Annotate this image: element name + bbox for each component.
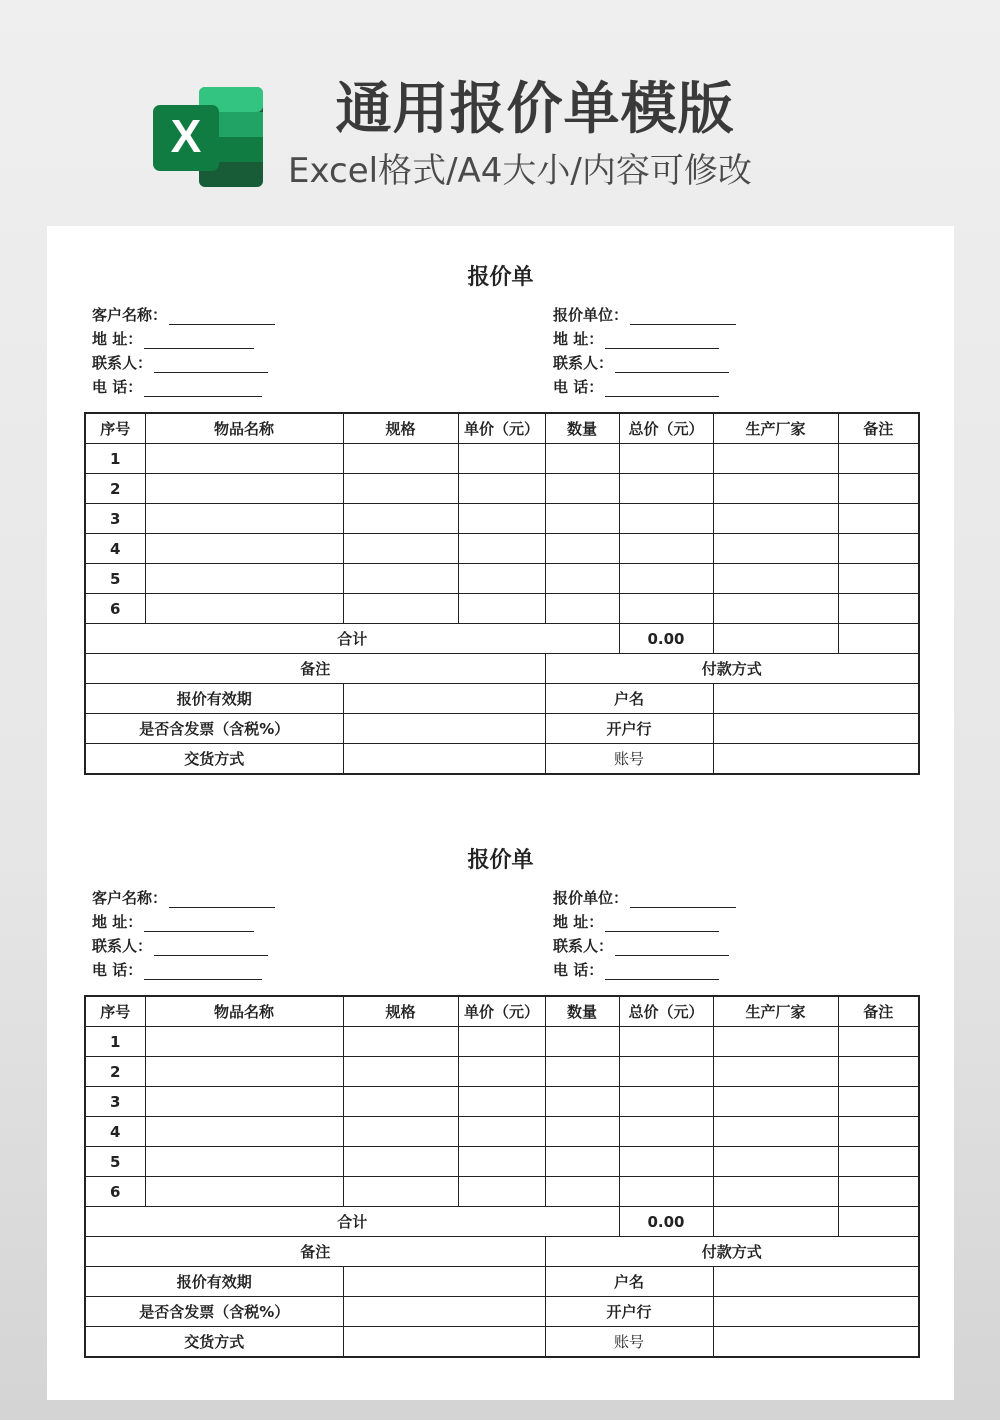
payment-label: 户名 bbox=[545, 684, 713, 714]
table-cell[interactable] bbox=[458, 594, 545, 624]
quoter-phone-field[interactable] bbox=[553, 959, 719, 983]
payment-label: 开户行 bbox=[545, 1297, 713, 1327]
terms-row bbox=[85, 1297, 919, 1327]
quote-table bbox=[84, 995, 920, 1358]
table-cell[interactable] bbox=[619, 594, 713, 624]
field-blank[interactable] bbox=[144, 332, 254, 349]
row-number: 5 bbox=[85, 564, 145, 594]
table-cell[interactable] bbox=[145, 504, 343, 534]
table-row bbox=[85, 1147, 919, 1177]
table-cell[interactable] bbox=[145, 534, 343, 564]
col-header: 数量 bbox=[545, 996, 619, 1027]
table-cell[interactable] bbox=[458, 1087, 545, 1117]
table-cell[interactable] bbox=[145, 1057, 343, 1087]
customer-name-field[interactable] bbox=[92, 887, 275, 911]
field-label: 电 话： bbox=[92, 961, 143, 979]
total-row bbox=[85, 624, 919, 654]
table-cell[interactable] bbox=[838, 504, 919, 534]
table-cell[interactable] bbox=[458, 1027, 545, 1057]
quoter-company-field[interactable] bbox=[553, 304, 736, 328]
table-cell[interactable] bbox=[619, 564, 713, 594]
table-cell[interactable] bbox=[458, 1177, 545, 1207]
table-cell[interactable] bbox=[838, 1027, 919, 1057]
field-blank[interactable] bbox=[169, 891, 275, 908]
table-cell[interactable] bbox=[713, 444, 838, 474]
field-blank[interactable] bbox=[144, 915, 254, 932]
table-cell[interactable] bbox=[458, 444, 545, 474]
field-label: 报价单位： bbox=[553, 889, 629, 907]
payment-value[interactable] bbox=[713, 684, 919, 714]
table-cell[interactable] bbox=[713, 474, 838, 504]
field-blank[interactable] bbox=[144, 963, 262, 980]
table-cell[interactable] bbox=[458, 504, 545, 534]
table-cell[interactable] bbox=[458, 474, 545, 504]
table-row bbox=[85, 1117, 919, 1147]
payment-label: 开户行 bbox=[545, 714, 713, 744]
col-header: 生产厂家 bbox=[713, 996, 838, 1027]
table-row bbox=[85, 564, 919, 594]
table-cell[interactable] bbox=[619, 504, 713, 534]
field-label: 客户名称： bbox=[92, 889, 168, 907]
table-cell[interactable] bbox=[145, 564, 343, 594]
form-title: 报价单 bbox=[467, 265, 534, 290]
table-cell[interactable] bbox=[145, 1177, 343, 1207]
table-row bbox=[85, 504, 919, 534]
table-cell[interactable] bbox=[713, 1057, 838, 1087]
table-row bbox=[85, 1177, 919, 1207]
terms-row bbox=[85, 1267, 919, 1297]
row-number: 2 bbox=[85, 474, 145, 504]
banner-subtitle: Excel格式/A4大小/内容可修改 bbox=[288, 151, 752, 191]
table-cell[interactable] bbox=[343, 1177, 458, 1207]
term-value[interactable] bbox=[343, 1267, 545, 1297]
payment-method-header: 付款方式 bbox=[545, 1237, 919, 1267]
table-row bbox=[85, 474, 919, 504]
table-cell[interactable] bbox=[619, 1087, 713, 1117]
table-cell[interactable] bbox=[458, 1057, 545, 1087]
table-cell[interactable] bbox=[343, 1027, 458, 1057]
term-label: 报价有效期 bbox=[85, 684, 343, 714]
field-blank[interactable] bbox=[154, 356, 268, 373]
terms-row bbox=[85, 744, 919, 775]
term-label: 报价有效期 bbox=[85, 1267, 343, 1297]
field-label: 联系人： bbox=[92, 937, 153, 955]
field-label: 地 址： bbox=[92, 913, 143, 931]
payment-value[interactable] bbox=[713, 714, 919, 744]
table-cell[interactable] bbox=[713, 564, 838, 594]
field-label: 联系人： bbox=[553, 354, 614, 372]
row-number: 4 bbox=[85, 534, 145, 564]
term-value[interactable] bbox=[343, 1327, 545, 1358]
table-cell[interactable] bbox=[713, 1147, 838, 1177]
table-cell[interactable] bbox=[713, 534, 838, 564]
field-label: 联系人： bbox=[92, 354, 153, 372]
table-row bbox=[85, 1087, 919, 1117]
quoter-company-field[interactable] bbox=[553, 887, 736, 911]
field-label: 电 话： bbox=[553, 378, 604, 396]
field-blank[interactable] bbox=[630, 308, 736, 325]
table-cell[interactable] bbox=[838, 1147, 919, 1177]
payment-label: 户名 bbox=[545, 1267, 713, 1297]
payment-value[interactable] bbox=[713, 1297, 919, 1327]
quoter-phone-field[interactable] bbox=[553, 376, 719, 400]
table-cell[interactable] bbox=[343, 1117, 458, 1147]
excel-logo-letter: X bbox=[170, 110, 202, 162]
table-cell[interactable] bbox=[713, 1027, 838, 1057]
table-cell[interactable] bbox=[619, 444, 713, 474]
table-cell[interactable] bbox=[838, 1207, 919, 1237]
col-header: 单价（元） bbox=[458, 996, 545, 1027]
field-blank[interactable] bbox=[630, 891, 736, 908]
col-header: 规格 bbox=[343, 413, 458, 444]
total-row bbox=[85, 1207, 919, 1237]
table-cell[interactable] bbox=[343, 564, 458, 594]
table-cell[interactable] bbox=[145, 1087, 343, 1117]
table-cell[interactable] bbox=[713, 1087, 838, 1117]
row-number: 3 bbox=[85, 504, 145, 534]
payment-value[interactable] bbox=[713, 1327, 919, 1358]
quote-form bbox=[47, 226, 954, 786]
table-row bbox=[85, 1027, 919, 1057]
payment-method-header: 付款方式 bbox=[545, 654, 919, 684]
remarks-header: 备注 bbox=[85, 654, 545, 684]
row-number: 3 bbox=[85, 1087, 145, 1117]
col-header: 序号 bbox=[85, 996, 145, 1027]
field-label: 联系人： bbox=[553, 937, 614, 955]
table-cell[interactable] bbox=[545, 1027, 619, 1057]
table-cell[interactable] bbox=[838, 474, 919, 504]
table-cell[interactable] bbox=[838, 624, 919, 654]
customer-name-field[interactable] bbox=[92, 304, 275, 328]
row-number: 5 bbox=[85, 1147, 145, 1177]
form-title: 报价单 bbox=[467, 848, 534, 873]
field-blank[interactable] bbox=[605, 332, 719, 349]
col-header: 物品名称 bbox=[145, 413, 343, 444]
field-blank[interactable] bbox=[169, 308, 275, 325]
table-cell[interactable] bbox=[545, 534, 619, 564]
row-number: 4 bbox=[85, 1117, 145, 1147]
table-cell[interactable] bbox=[145, 474, 343, 504]
table-cell[interactable] bbox=[619, 1117, 713, 1147]
table-cell[interactable] bbox=[838, 1117, 919, 1147]
field-label: 地 址： bbox=[553, 913, 604, 931]
col-header: 总价（元） bbox=[619, 413, 713, 444]
term-label: 交货方式 bbox=[85, 744, 343, 775]
table-cell[interactable] bbox=[545, 1087, 619, 1117]
terms-row bbox=[85, 1327, 919, 1358]
table-cell[interactable] bbox=[545, 474, 619, 504]
table-row bbox=[85, 1057, 919, 1087]
row-number: 2 bbox=[85, 1057, 145, 1087]
payment-label: 账号 bbox=[545, 1327, 713, 1358]
table-cell[interactable] bbox=[619, 1147, 713, 1177]
table-cell[interactable] bbox=[619, 534, 713, 564]
table-cell[interactable] bbox=[838, 564, 919, 594]
term-label: 是否含发票（含税%） bbox=[85, 714, 343, 744]
field-label: 地 址： bbox=[92, 330, 143, 348]
col-header: 生产厂家 bbox=[713, 413, 838, 444]
term-label: 交货方式 bbox=[85, 1327, 343, 1358]
row-number: 6 bbox=[85, 594, 145, 624]
quoter-contact-field[interactable] bbox=[553, 352, 729, 376]
table-cell[interactable] bbox=[145, 1147, 343, 1177]
table-cell[interactable] bbox=[545, 594, 619, 624]
banner-title: 通用报价单模版 bbox=[335, 77, 735, 142]
table-cell[interactable] bbox=[458, 1147, 545, 1177]
total-value: 0.00 bbox=[619, 624, 713, 654]
table-cell[interactable] bbox=[838, 1177, 919, 1207]
table-cell[interactable] bbox=[619, 1177, 713, 1207]
terms-row bbox=[85, 714, 919, 744]
customer-contact-field[interactable] bbox=[92, 935, 268, 959]
field-label: 报价单位： bbox=[553, 306, 629, 324]
table-header-row bbox=[85, 413, 919, 444]
col-header: 备注 bbox=[838, 413, 919, 444]
table-cell[interactable] bbox=[713, 504, 838, 534]
table-cell[interactable] bbox=[545, 1057, 619, 1087]
table-cell[interactable] bbox=[343, 1087, 458, 1117]
table-cell[interactable] bbox=[713, 1177, 838, 1207]
payment-label: 账号 bbox=[545, 744, 713, 775]
remarks-header: 备注 bbox=[85, 1237, 545, 1267]
customer-phone-field[interactable] bbox=[92, 959, 262, 983]
field-blank[interactable] bbox=[615, 356, 729, 373]
table-cell[interactable] bbox=[838, 594, 919, 624]
table-cell[interactable] bbox=[619, 474, 713, 504]
payment-value[interactable] bbox=[713, 1267, 919, 1297]
table-cell[interactable] bbox=[619, 1057, 713, 1087]
field-label: 客户名称： bbox=[92, 306, 168, 324]
col-header: 总价（元） bbox=[619, 996, 713, 1027]
field-blank[interactable] bbox=[144, 380, 262, 397]
table-cell[interactable] bbox=[145, 1117, 343, 1147]
quoter-address-field[interactable] bbox=[553, 911, 719, 935]
col-header: 数量 bbox=[545, 413, 619, 444]
field-blank[interactable] bbox=[615, 939, 729, 956]
customer-contact-field[interactable] bbox=[92, 352, 268, 376]
table-cell[interactable] bbox=[458, 564, 545, 594]
quote-form bbox=[47, 809, 954, 1369]
term-label: 是否含发票（含税%） bbox=[85, 1297, 343, 1327]
field-blank[interactable] bbox=[605, 963, 719, 980]
table-cell[interactable] bbox=[713, 1117, 838, 1147]
table-header-row bbox=[85, 996, 919, 1027]
table-cell[interactable] bbox=[713, 624, 838, 654]
term-value[interactable] bbox=[343, 1297, 545, 1327]
col-header: 序号 bbox=[85, 413, 145, 444]
table-row bbox=[85, 534, 919, 564]
customer-phone-field[interactable] bbox=[92, 376, 262, 400]
excel-icon bbox=[153, 87, 265, 187]
table-cell[interactable] bbox=[458, 534, 545, 564]
term-value[interactable] bbox=[343, 714, 545, 744]
table-row bbox=[85, 444, 919, 474]
total-label: 合计 bbox=[85, 1207, 619, 1237]
field-label: 电 话： bbox=[92, 378, 143, 396]
field-label: 地 址： bbox=[553, 330, 604, 348]
term-value[interactable] bbox=[343, 684, 545, 714]
payment-value[interactable] bbox=[713, 744, 919, 775]
table-cell[interactable] bbox=[619, 1027, 713, 1057]
customer-address-field[interactable] bbox=[92, 328, 254, 352]
quote-table bbox=[84, 412, 920, 775]
table-cell[interactable] bbox=[343, 1147, 458, 1177]
table-cell[interactable] bbox=[838, 534, 919, 564]
total-label: 合计 bbox=[85, 624, 619, 654]
total-value: 0.00 bbox=[619, 1207, 713, 1237]
table-cell[interactable] bbox=[545, 1147, 619, 1177]
table-row bbox=[85, 594, 919, 624]
table-cell[interactable] bbox=[713, 1207, 838, 1237]
term-value[interactable] bbox=[343, 744, 545, 775]
field-blank[interactable] bbox=[154, 939, 268, 956]
field-blank[interactable] bbox=[605, 380, 719, 397]
table-cell[interactable] bbox=[838, 1087, 919, 1117]
col-header: 备注 bbox=[838, 996, 919, 1027]
field-blank[interactable] bbox=[605, 915, 719, 932]
quoter-contact-field[interactable] bbox=[553, 935, 729, 959]
table-cell[interactable] bbox=[545, 504, 619, 534]
col-header: 单价（元） bbox=[458, 413, 545, 444]
table-cell[interactable] bbox=[343, 504, 458, 534]
table-cell[interactable] bbox=[713, 594, 838, 624]
quoter-address-field[interactable] bbox=[553, 328, 719, 352]
table-cell[interactable] bbox=[838, 444, 919, 474]
table-cell[interactable] bbox=[838, 1057, 919, 1087]
table-cell[interactable] bbox=[545, 444, 619, 474]
table-cell[interactable] bbox=[145, 1027, 343, 1057]
col-header: 规格 bbox=[343, 996, 458, 1027]
table-cell[interactable] bbox=[343, 444, 458, 474]
row-number: 1 bbox=[85, 444, 145, 474]
table-cell[interactable] bbox=[145, 444, 343, 474]
table-cell[interactable] bbox=[545, 1117, 619, 1147]
row-number: 1 bbox=[85, 1027, 145, 1057]
table-cell[interactable] bbox=[343, 1057, 458, 1087]
table-cell[interactable] bbox=[545, 564, 619, 594]
col-header: 物品名称 bbox=[145, 996, 343, 1027]
table-cell[interactable] bbox=[458, 1117, 545, 1147]
table-cell[interactable] bbox=[343, 594, 458, 624]
table-cell[interactable] bbox=[145, 594, 343, 624]
section-header-row bbox=[85, 1237, 919, 1267]
section-header-row bbox=[85, 654, 919, 684]
row-number: 6 bbox=[85, 1177, 145, 1207]
customer-address-field[interactable] bbox=[92, 911, 254, 935]
table-cell[interactable] bbox=[343, 534, 458, 564]
terms-row bbox=[85, 684, 919, 714]
banner bbox=[0, 0, 1000, 226]
table-cell[interactable] bbox=[545, 1177, 619, 1207]
field-label: 电 话： bbox=[553, 961, 604, 979]
paper-sheet bbox=[47, 226, 954, 1400]
table-cell[interactable] bbox=[343, 474, 458, 504]
